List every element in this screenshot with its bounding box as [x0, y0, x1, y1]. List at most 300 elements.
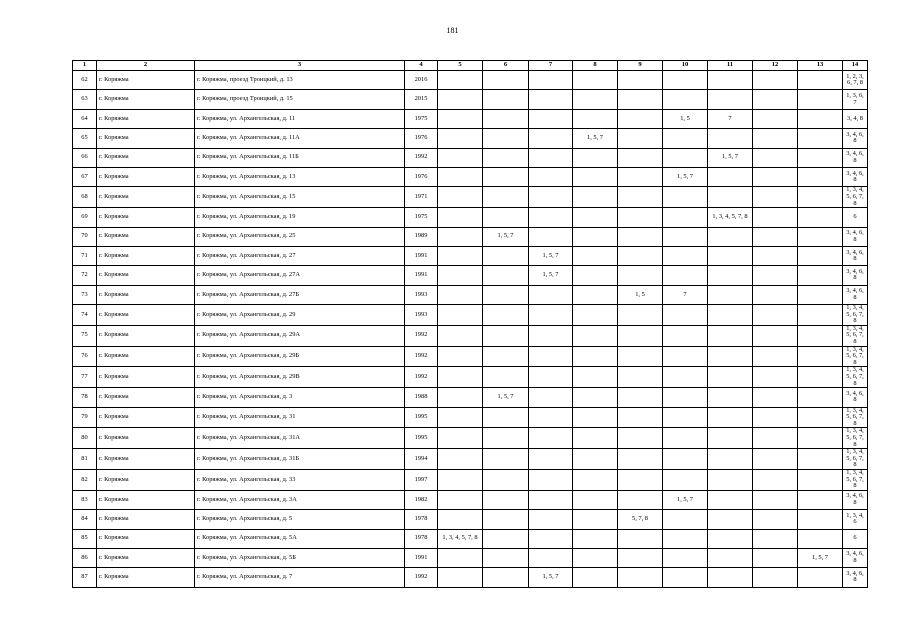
column-14-cell: 3, 4, 6, 8: [843, 548, 868, 567]
column-14-cell: 1, 3, 4, 5, 6, 7, 8: [843, 367, 868, 388]
column-9-cell: [618, 305, 663, 326]
column-11-cell: [708, 246, 753, 265]
column-11-cell: 1, 3, 4, 5, 7, 8: [708, 208, 753, 227]
column-9-cell: [618, 469, 663, 490]
locality-cell: г. Коряжма: [97, 90, 195, 109]
table-row: [73, 325, 868, 346]
column-8-cell: [573, 367, 618, 388]
column-11-cell: 1, 5, 7: [708, 148, 753, 167]
column-11-cell: [708, 167, 753, 186]
column-12-cell: [753, 266, 798, 285]
column-12-cell: [753, 71, 798, 90]
column-header-10: 10: [663, 61, 708, 71]
row-number-cell: 83: [73, 490, 97, 509]
address-cell: г. Коряжма, ул. Архангельская, д. 31: [195, 407, 405, 428]
column-14-cell: 1, 3, 4, 5, 6, 7, 8: [843, 346, 868, 367]
column-7-cell: [529, 305, 573, 326]
column-12-cell: [753, 129, 798, 148]
column-14-cell: 3, 4, 6, 8: [843, 167, 868, 186]
column-8-cell: [573, 305, 618, 326]
column-8-cell: [573, 109, 618, 128]
column-header-8: 8: [573, 61, 618, 71]
column-7-cell: [529, 109, 573, 128]
address-cell: г. Коряжма, ул. Архангельская, д. 29А: [195, 325, 405, 346]
column-13-cell: [798, 71, 843, 90]
table-row: [73, 548, 868, 567]
column-11-cell: [708, 388, 753, 407]
column-13-cell: [798, 285, 843, 304]
address-cell: г. Коряжма, ул. Архангельская, д. 5Б: [195, 548, 405, 567]
column-13-cell: [798, 388, 843, 407]
column-6-cell: [483, 109, 529, 128]
column-10-cell: 1, 5, 7: [663, 490, 708, 509]
column-10-cell: [663, 407, 708, 428]
column-11-cell: [708, 129, 753, 148]
column-9-cell: [618, 449, 663, 470]
year-built-cell: 1992: [405, 568, 438, 587]
table-row: [73, 129, 868, 148]
column-12-cell: [753, 367, 798, 388]
table-row: [73, 246, 868, 265]
column-10-cell: [663, 346, 708, 367]
address-cell: г. Коряжма, ул. Архангельская, д. 31Б: [195, 449, 405, 470]
column-9-cell: [618, 325, 663, 346]
column-12-cell: [753, 449, 798, 470]
column-6-cell: 1, 5, 7: [483, 227, 529, 246]
column-8-cell: [573, 490, 618, 509]
column-12-cell: [753, 325, 798, 346]
column-6-cell: [483, 305, 529, 326]
column-5-cell: [438, 285, 483, 304]
column-14-cell: 3, 4, 6, 8: [843, 227, 868, 246]
year-built-cell: 1997: [405, 469, 438, 490]
column-8-cell: [573, 568, 618, 587]
column-11-cell: [708, 285, 753, 304]
column-10-cell: 7: [663, 285, 708, 304]
column-5-cell: [438, 129, 483, 148]
year-built-cell: 2015: [405, 90, 438, 109]
locality-cell: г. Коряжма: [97, 208, 195, 227]
column-5-cell: [438, 227, 483, 246]
table-row: [73, 305, 868, 326]
column-8-cell: [573, 208, 618, 227]
locality-cell: г. Коряжма: [97, 129, 195, 148]
year-built-cell: 1976: [405, 167, 438, 186]
column-9-cell: [618, 208, 663, 227]
column-6-cell: [483, 71, 529, 90]
year-built-cell: 1978: [405, 529, 438, 548]
column-14-cell: 1, 2, 3, 6, 7, 8: [843, 71, 868, 90]
column-10-cell: [663, 227, 708, 246]
locality-cell: г. Коряжма: [97, 490, 195, 509]
column-11-cell: [708, 469, 753, 490]
table-row: [73, 388, 868, 407]
locality-cell: г. Коряжма: [97, 469, 195, 490]
column-8-cell: [573, 346, 618, 367]
column-6-cell: [483, 367, 529, 388]
address-cell: г. Коряжма, ул. Архангельская, д. 31А: [195, 428, 405, 449]
column-14-cell: 1, 3, 4, 5, 6, 7, 8: [843, 407, 868, 428]
column-13-cell: [798, 428, 843, 449]
column-12-cell: [753, 568, 798, 587]
column-5-cell: [438, 510, 483, 529]
table-row: [73, 187, 868, 208]
column-8-cell: [573, 90, 618, 109]
row-number-cell: 74: [73, 305, 97, 326]
column-10-cell: [663, 305, 708, 326]
year-built-cell: 1991: [405, 548, 438, 567]
column-11-cell: [708, 568, 753, 587]
column-8-cell: [573, 407, 618, 428]
column-6-cell: [483, 548, 529, 567]
column-11-cell: [708, 407, 753, 428]
column-13-cell: [798, 305, 843, 326]
address-cell: г. Коряжма, ул. Архангельская, д. 29: [195, 305, 405, 326]
column-6-cell: [483, 449, 529, 470]
address-cell: г. Коряжма, ул. Архангельская, д. 27: [195, 246, 405, 265]
table-body: [73, 71, 868, 588]
address-cell: г. Коряжма, ул. Архангельская, д. 11: [195, 109, 405, 128]
row-number-cell: 64: [73, 109, 97, 128]
column-7-cell: [529, 449, 573, 470]
column-13-cell: [798, 167, 843, 186]
column-7-cell: [529, 129, 573, 148]
column-13-cell: [798, 227, 843, 246]
column-7-cell: 1, 5, 7: [529, 568, 573, 587]
year-built-cell: 1992: [405, 346, 438, 367]
address-cell: г. Коряжма, ул. Архангельская, д. 3: [195, 388, 405, 407]
column-14-cell: 3, 4, 6, 8: [843, 568, 868, 587]
locality-cell: г. Коряжма: [97, 187, 195, 208]
column-6-cell: [483, 148, 529, 167]
column-9-cell: [618, 71, 663, 90]
column-header-2: 2: [97, 61, 195, 71]
column-6-cell: [483, 407, 529, 428]
row-number-cell: 85: [73, 529, 97, 548]
column-7-cell: [529, 208, 573, 227]
column-13-cell: [798, 266, 843, 285]
column-10-cell: [663, 449, 708, 470]
column-14-cell: 3, 4, 8: [843, 109, 868, 128]
column-header-11: 11: [708, 61, 753, 71]
column-11-cell: [708, 90, 753, 109]
column-6-cell: [483, 187, 529, 208]
locality-cell: г. Коряжма: [97, 246, 195, 265]
column-8-cell: [573, 428, 618, 449]
row-number-cell: 62: [73, 71, 97, 90]
address-cell: г. Коряжма, ул. Архангельская, д. 27А: [195, 266, 405, 285]
row-number-cell: 81: [73, 449, 97, 470]
column-14-cell: 1, 3, 4, 6: [843, 510, 868, 529]
column-5-cell: [438, 548, 483, 567]
column-7-cell: [529, 285, 573, 304]
column-12-cell: [753, 346, 798, 367]
column-10-cell: [663, 187, 708, 208]
row-number-cell: 65: [73, 129, 97, 148]
column-12-cell: [753, 548, 798, 567]
year-built-cell: 1992: [405, 367, 438, 388]
table-row: [73, 510, 868, 529]
column-7-cell: [529, 90, 573, 109]
address-cell: г. Коряжма, проезд Троицкий, д. 15: [195, 90, 405, 109]
column-5-cell: [438, 109, 483, 128]
column-5-cell: [438, 568, 483, 587]
column-6-cell: [483, 428, 529, 449]
column-13-cell: [798, 510, 843, 529]
address-cell: г. Коряжма, ул. Архангельская, д. 27Б: [195, 285, 405, 304]
column-11-cell: [708, 510, 753, 529]
column-5-cell: [438, 148, 483, 167]
column-9-cell: [618, 568, 663, 587]
column-10-cell: [663, 568, 708, 587]
column-13-cell: [798, 367, 843, 388]
row-number-cell: 86: [73, 548, 97, 567]
table-row: [73, 469, 868, 490]
address-cell: г. Коряжма, ул. Архангельская, д. 29Б: [195, 346, 405, 367]
table-row: [73, 346, 868, 367]
column-5-cell: [438, 346, 483, 367]
column-14-cell: 3, 4, 6, 8: [843, 285, 868, 304]
locality-cell: г. Коряжма: [97, 529, 195, 548]
address-cell: г. Коряжма, ул. Архангельская, д. 7: [195, 568, 405, 587]
column-11-cell: [708, 490, 753, 509]
column-12-cell: [753, 388, 798, 407]
column-5-cell: [438, 407, 483, 428]
column-5-cell: [438, 208, 483, 227]
column-header-5: 5: [438, 61, 483, 71]
locality-cell: г. Коряжма: [97, 367, 195, 388]
column-12-cell: [753, 109, 798, 128]
year-built-cell: 1988: [405, 388, 438, 407]
row-number-cell: 63: [73, 90, 97, 109]
table-row: [73, 148, 868, 167]
column-7-cell: [529, 490, 573, 509]
locality-cell: г. Коряжма: [97, 325, 195, 346]
column-6-cell: [483, 285, 529, 304]
address-cell: г. Коряжма, ул. Архангельская, д. 19: [195, 208, 405, 227]
column-12-cell: [753, 167, 798, 186]
year-built-cell: 1994: [405, 449, 438, 470]
column-5-cell: [438, 490, 483, 509]
column-header-4: 4: [405, 61, 438, 71]
column-8-cell: [573, 246, 618, 265]
column-13-cell: [798, 449, 843, 470]
column-9-cell: [618, 490, 663, 509]
column-13-cell: [798, 208, 843, 227]
column-11-cell: [708, 449, 753, 470]
column-12-cell: [753, 529, 798, 548]
column-7-cell: [529, 469, 573, 490]
year-built-cell: 1991: [405, 266, 438, 285]
year-built-cell: 1995: [405, 407, 438, 428]
column-9-cell: [618, 148, 663, 167]
column-6-cell: [483, 167, 529, 186]
table-row: [73, 568, 868, 587]
year-built-cell: 1975: [405, 208, 438, 227]
row-number-cell: 67: [73, 167, 97, 186]
table-row: [73, 428, 868, 449]
column-9-cell: [618, 187, 663, 208]
locality-cell: г. Коряжма: [97, 388, 195, 407]
column-8-cell: [573, 167, 618, 186]
column-11-cell: [708, 227, 753, 246]
column-12-cell: [753, 407, 798, 428]
column-9-cell: [618, 266, 663, 285]
year-built-cell: 1993: [405, 305, 438, 326]
column-14-cell: 1, 3, 4, 5, 6, 7, 8: [843, 469, 868, 490]
address-cell: г. Коряжма, ул. Архангельская, д. 13: [195, 167, 405, 186]
column-7-cell: [529, 428, 573, 449]
column-13-cell: [798, 187, 843, 208]
column-6-cell: [483, 346, 529, 367]
column-10-cell: [663, 266, 708, 285]
column-14-cell: 1, 3, 6, 7: [843, 90, 868, 109]
column-13-cell: 1, 5, 7: [798, 548, 843, 567]
column-header-1: 1: [73, 61, 97, 71]
row-number-cell: 72: [73, 266, 97, 285]
address-cell: г. Коряжма, ул. Архангельская, д. 5А: [195, 529, 405, 548]
column-13-cell: [798, 129, 843, 148]
column-7-cell: [529, 388, 573, 407]
row-number-cell: 76: [73, 346, 97, 367]
column-6-cell: [483, 90, 529, 109]
column-6-cell: [483, 266, 529, 285]
column-10-cell: [663, 246, 708, 265]
column-13-cell: [798, 469, 843, 490]
column-14-cell: 3, 4, 6, 8: [843, 266, 868, 285]
column-12-cell: [753, 490, 798, 509]
table-row: [73, 90, 868, 109]
locality-cell: г. Коряжма: [97, 428, 195, 449]
year-built-cell: 1971: [405, 187, 438, 208]
row-number-cell: 71: [73, 246, 97, 265]
column-13-cell: [798, 490, 843, 509]
column-9-cell: [618, 548, 663, 567]
column-8-cell: [573, 227, 618, 246]
row-number-cell: 66: [73, 148, 97, 167]
table-row: [73, 407, 868, 428]
row-number-cell: 73: [73, 285, 97, 304]
column-7-cell: [529, 148, 573, 167]
address-cell: г. Коряжма, ул. Архангельская, д. 33: [195, 469, 405, 490]
column-10-cell: 1, 5: [663, 109, 708, 128]
column-header-3: 3: [195, 61, 405, 71]
row-number-cell: 77: [73, 367, 97, 388]
year-built-cell: 1975: [405, 109, 438, 128]
column-8-cell: [573, 469, 618, 490]
row-number-cell: 80: [73, 428, 97, 449]
column-5-cell: [438, 325, 483, 346]
column-6-cell: 1, 5, 7: [483, 388, 529, 407]
column-7-cell: 1, 5, 7: [529, 246, 573, 265]
column-7-cell: [529, 407, 573, 428]
table-row: [73, 285, 868, 304]
row-number-cell: 78: [73, 388, 97, 407]
column-12-cell: [753, 148, 798, 167]
column-11-cell: [708, 325, 753, 346]
column-13-cell: [798, 148, 843, 167]
locality-cell: г. Коряжма: [97, 227, 195, 246]
table-row: [73, 227, 868, 246]
year-built-cell: 1992: [405, 325, 438, 346]
column-5-cell: [438, 71, 483, 90]
column-5-cell: [438, 469, 483, 490]
table-row: [73, 167, 868, 186]
address-cell: г. Коряжма, проезд Троицкий, д. 13: [195, 71, 405, 90]
column-11-cell: [708, 71, 753, 90]
column-10-cell: [663, 428, 708, 449]
column-8-cell: [573, 510, 618, 529]
column-header-6: 6: [483, 61, 529, 71]
column-6-cell: [483, 469, 529, 490]
column-11-cell: [708, 548, 753, 567]
year-built-cell: 2016: [405, 71, 438, 90]
column-13-cell: [798, 346, 843, 367]
column-9-cell: [618, 346, 663, 367]
row-number-cell: 68: [73, 187, 97, 208]
table-row: [73, 449, 868, 470]
column-6-cell: [483, 568, 529, 587]
year-built-cell: 1989: [405, 227, 438, 246]
column-7-cell: [529, 346, 573, 367]
column-9-cell: [618, 367, 663, 388]
column-12-cell: [753, 208, 798, 227]
column-7-cell: [529, 367, 573, 388]
year-built-cell: 1993: [405, 285, 438, 304]
column-5-cell: [438, 266, 483, 285]
locality-cell: г. Коряжма: [97, 510, 195, 529]
column-8-cell: [573, 71, 618, 90]
column-14-cell: 1, 3, 4, 5, 6, 7, 8: [843, 325, 868, 346]
year-built-cell: 1978: [405, 510, 438, 529]
column-6-cell: [483, 208, 529, 227]
column-9-cell: [618, 428, 663, 449]
column-10-cell: [663, 90, 708, 109]
column-13-cell: [798, 90, 843, 109]
column-9-cell: 1, 5: [618, 285, 663, 304]
locality-cell: г. Коряжма: [97, 407, 195, 428]
header-row: [73, 61, 868, 71]
column-10-cell: [663, 388, 708, 407]
column-9-cell: [618, 388, 663, 407]
column-7-cell: [529, 167, 573, 186]
column-11-cell: 7: [708, 109, 753, 128]
address-cell: г. Коряжма, ул. Архангельская, д. 3А: [195, 490, 405, 509]
address-cell: г. Коряжма, ул. Архангельская, д. 29В: [195, 367, 405, 388]
column-6-cell: [483, 490, 529, 509]
locality-cell: г. Коряжма: [97, 148, 195, 167]
address-cell: г. Коряжма, ул. Архангельская, д. 5: [195, 510, 405, 529]
column-10-cell: [663, 325, 708, 346]
locality-cell: г. Коряжма: [97, 548, 195, 567]
column-14-cell: 1, 3, 4, 5, 6, 7, 8: [843, 449, 868, 470]
locality-cell: г. Коряжма: [97, 285, 195, 304]
column-6-cell: [483, 246, 529, 265]
column-12-cell: [753, 90, 798, 109]
address-cell: г. Коряжма, ул. Архангельская, д. 15: [195, 187, 405, 208]
column-10-cell: [663, 510, 708, 529]
locality-cell: г. Коряжма: [97, 266, 195, 285]
column-6-cell: [483, 325, 529, 346]
column-8-cell: [573, 266, 618, 285]
column-8-cell: [573, 148, 618, 167]
column-7-cell: [529, 325, 573, 346]
column-9-cell: [618, 90, 663, 109]
column-14-cell: 6: [843, 529, 868, 548]
column-7-cell: [529, 548, 573, 567]
column-5-cell: [438, 428, 483, 449]
locality-cell: г. Коряжма: [97, 305, 195, 326]
